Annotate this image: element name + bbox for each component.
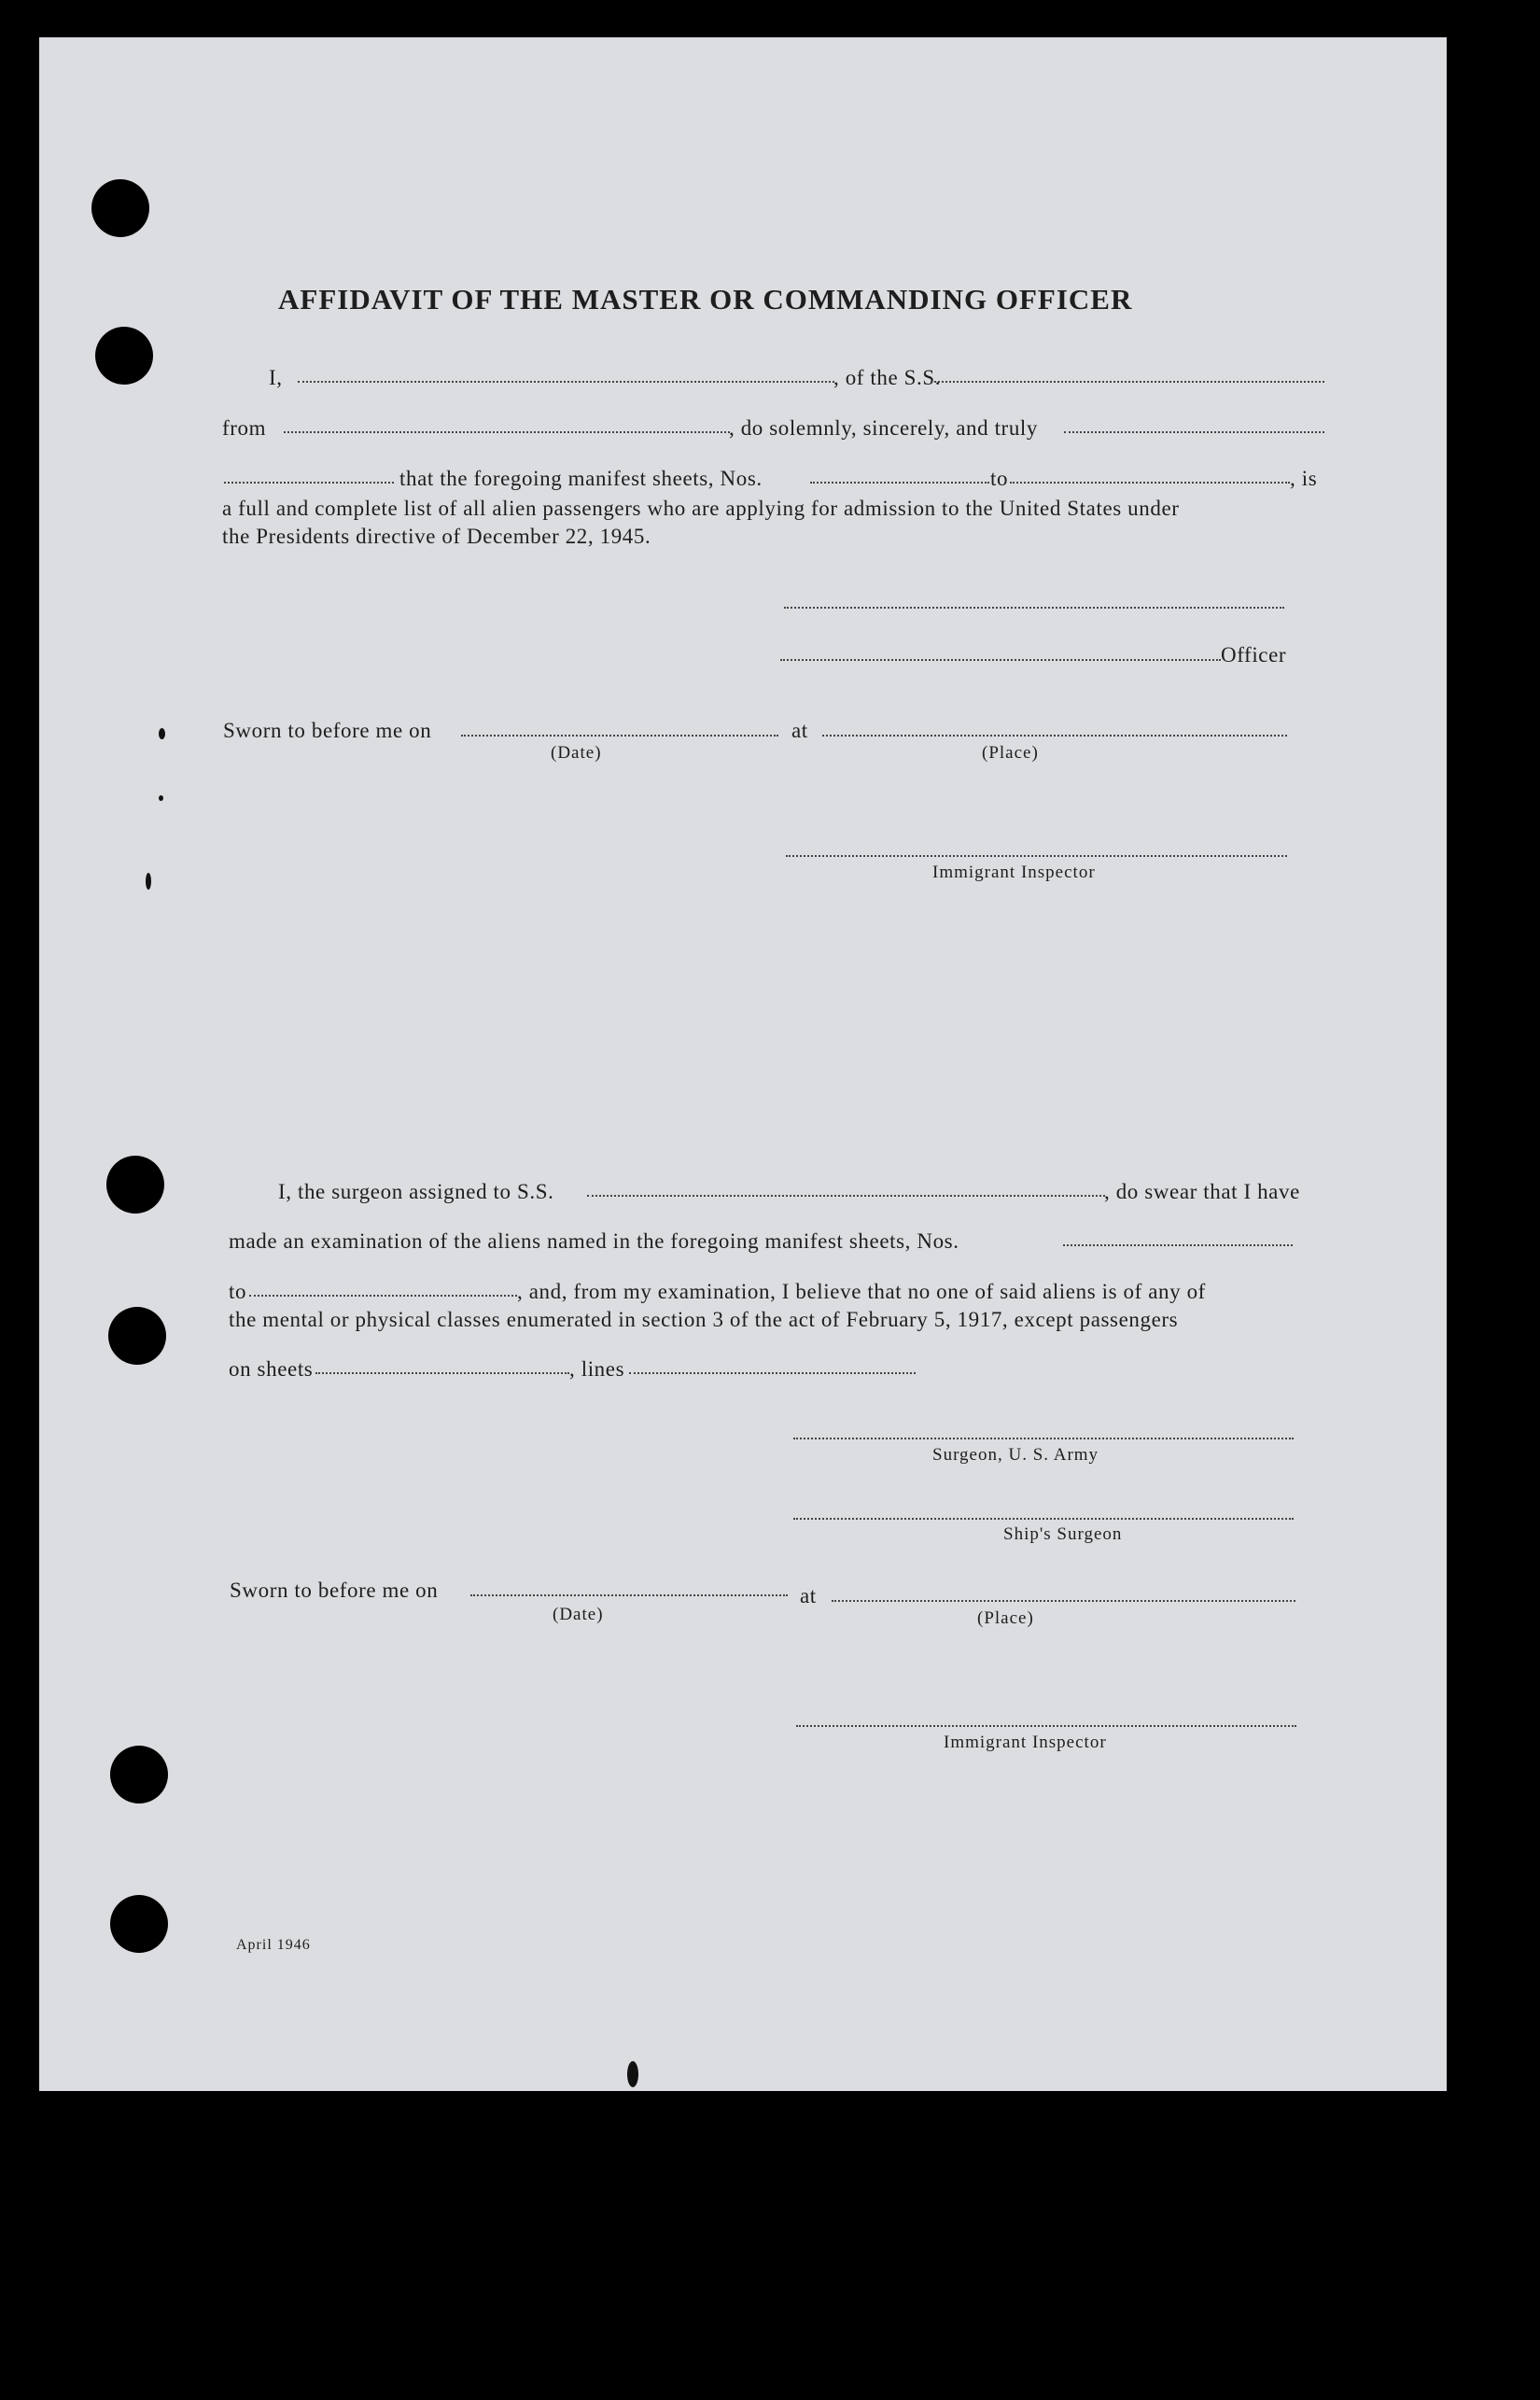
surgeon-place-caption: (Place)	[977, 1608, 1034, 1628]
surgeon-sheets-field[interactable]	[315, 1372, 569, 1374]
master-inspector-signature-line[interactable]	[786, 855, 1287, 857]
speck	[159, 795, 163, 801]
surgeon-lines-field[interactable]	[629, 1372, 916, 1374]
oath-continued-field[interactable]	[224, 482, 394, 484]
speck	[627, 2061, 638, 2087]
oath-type-field[interactable]	[1064, 431, 1324, 433]
master-inspector-caption: Immigrant Inspector	[932, 863, 1096, 882]
master-from: from	[222, 416, 267, 440]
sheets-to-field[interactable]	[1010, 482, 1290, 484]
officer-label: Officer	[1221, 643, 1287, 667]
master-place-caption: (Place)	[982, 743, 1039, 763]
binder-hole-6	[110, 1895, 168, 1953]
master-line5: the Presidents directive of December 22, 1945.	[222, 525, 651, 548]
army-surgeon-signature-line[interactable]	[793, 1438, 1294, 1439]
surgeon-line4: the mental or physical classes enumerated in section 3 of the act of February 5, 1917, except passengers	[229, 1308, 1179, 1331]
binder-hole-3	[106, 1156, 164, 1214]
binder-hole-5	[110, 1746, 168, 1804]
surgeon-lines: , lines	[569, 1357, 625, 1381]
speck	[146, 873, 151, 890]
surgeon-sworn-date-field[interactable]	[470, 1594, 788, 1596]
form-date: April 1946	[236, 1937, 311, 1953]
master-of-ss: , of the S.S.	[833, 366, 942, 389]
master-sworn-date-field[interactable]	[461, 735, 778, 737]
surgeon-to: to	[229, 1280, 247, 1303]
master-to: to	[990, 467, 1009, 490]
port-from-field[interactable]	[284, 431, 730, 433]
form-page	[39, 37, 1447, 2091]
surgeon-nos-field[interactable]	[1063, 1244, 1293, 1246]
binder-hole-1	[91, 179, 149, 237]
ship-name-field[interactable]	[931, 381, 1324, 383]
surgeon-sworn: Sworn to before me on	[230, 1579, 439, 1602]
officer-signature-line[interactable]	[780, 659, 1221, 661]
sheets-from-field[interactable]	[810, 482, 989, 484]
master-i: I,	[269, 366, 283, 389]
surgeon-sworn-place-field[interactable]	[832, 1600, 1295, 1602]
ships-surgeon-caption: Ship's Surgeon	[1003, 1524, 1123, 1544]
master-name-field[interactable]	[298, 381, 834, 383]
surgeon-at: at	[800, 1584, 817, 1607]
army-surgeon-caption: Surgeon, U. S. Army	[932, 1445, 1099, 1465]
surgeon-sheets: on sheets	[229, 1357, 314, 1381]
surgeon-ship-field[interactable]	[587, 1195, 1105, 1197]
page-title: AFFIDAVIT OF THE MASTER OR COMMANDING OFFICER	[278, 283, 1133, 316]
master-date-caption: (Date)	[551, 743, 602, 763]
surgeon-date-caption: (Date)	[553, 1605, 604, 1624]
master-sworn-place-field[interactable]	[822, 735, 1287, 737]
surgeon-inspector-caption: Immigrant Inspector	[944, 1733, 1107, 1752]
surgeon-inspector-signature-line[interactable]	[796, 1725, 1296, 1727]
surgeon-line2: made an examination of the aliens named in the foregoing manifest sheets, Nos.	[229, 1229, 959, 1253]
master-line4: a full and complete list of all alien passengers who are applying for admission to the United States under	[222, 497, 1180, 520]
surgeon-line1: I, the surgeon assigned to S.S.	[278, 1180, 554, 1203]
master-signature-line[interactable]	[784, 607, 1284, 609]
surgeon-line3: , and, from my examination, I believe that no one of said aliens is of any of	[517, 1280, 1206, 1303]
master-at: at	[791, 719, 808, 742]
surgeon-nos-to-field[interactable]	[249, 1295, 517, 1297]
master-sworn: Sworn to before me on	[223, 719, 432, 742]
ships-surgeon-signature-line[interactable]	[793, 1518, 1294, 1520]
master-manifest: that the foregoing manifest sheets, Nos.	[399, 467, 763, 490]
master-is: , is	[1290, 467, 1318, 490]
speck	[159, 728, 165, 739]
surgeon-line1-end: , do swear that I have	[1104, 1180, 1300, 1203]
binder-hole-2	[95, 327, 153, 385]
master-swear: , do solemnly, sincerely, and truly	[729, 416, 1039, 440]
binder-hole-4	[108, 1307, 166, 1365]
